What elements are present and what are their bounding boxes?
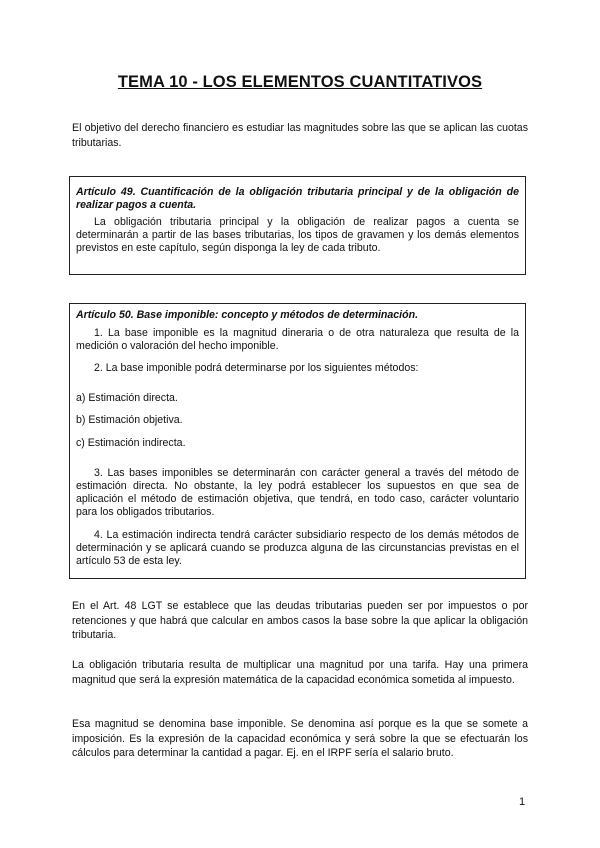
article-50-p4: 4. La estimación indirecta tendrá carácter subsidiario respecto de los demás métodos de determinación y se aplicará cuando se produzca alguna de las circunstancias previstas en el artículo 53 de esta ley. bbox=[76, 528, 519, 567]
article-50-p3: 3. Las bases imponibles se determinarán con carácter general a través del método de estimación directa. No obstante, la ley podrá establecer los supuestos en que sea de aplicación el método de estimación objetiva, que tendrá, en todo caso, carácter voluntario para los obligados tributarios. bbox=[76, 466, 519, 519]
intro-paragraph: El objetivo del derecho financiero es estudiar las magnitudes sobre las que se aplican las cuotas tributarias. bbox=[72, 122, 528, 149]
body-paragraph-2: La obligación tributaria resulta de multiplicar una magnitud por una tarifa. Hay una primera magnitud que será la expresión matemática de la capacidad económica sometida al impuesto. bbox=[72, 659, 528, 686]
method-item: a) Estimación directa. bbox=[76, 392, 178, 405]
article-49-box bbox=[69, 176, 526, 275]
method-item: b) Estimación objetiva. bbox=[76, 414, 183, 427]
page-title: TEMA 10 - LOS ELEMENTOS CUANTITATIVOS bbox=[117, 73, 483, 91]
article-49-text: La obligación tributaria principal y la obligación de realizar pagos a cuenta se determinarán a partir de las bases tributarias, los tipos de gravamen y los demás elementos previstos en este capítulo, según disponga la ley de cada tributo. bbox=[76, 216, 519, 255]
body-paragraph-3: Esa magnitud se denomina base imponible. Se denomina así porque es la que se somete a imposición. Es la expresión de la capacidad económica y será sobre la que se efectuarán los cálculos para determinar la cantidad a pagar. Ej. en el IRPF sería el salario bruto. bbox=[72, 718, 528, 759]
body-paragraph-1: En el Art. 48 LGT se establece que las deudas tributarias pueden ser por impuestos o por retenciones y que habrá que calcular en ambos casos la base sobre la que aplicar la obligación tributaria. bbox=[72, 600, 528, 641]
method-item: c) Estimación indirecta. bbox=[76, 436, 186, 449]
article-50-box bbox=[69, 303, 526, 579]
page-number: 1 bbox=[519, 796, 526, 808]
article-50-heading: Artículo 50. Base imponible: concepto y métodos de determinación. bbox=[76, 309, 419, 321]
article-49-heading: Artículo 49. Cuantificación de la obligación tributaria principal y de la obligación de realizar pagos a cuenta. bbox=[76, 186, 519, 211]
article-50-p1: 1. La base imponible es la magnitud dineraria o de otra naturaleza que resulta de la medición o valoración del hecho imponible. bbox=[76, 326, 519, 352]
article-50-p2: 2. La base imponible podrá determinarse por los siguientes métodos: bbox=[94, 361, 419, 374]
